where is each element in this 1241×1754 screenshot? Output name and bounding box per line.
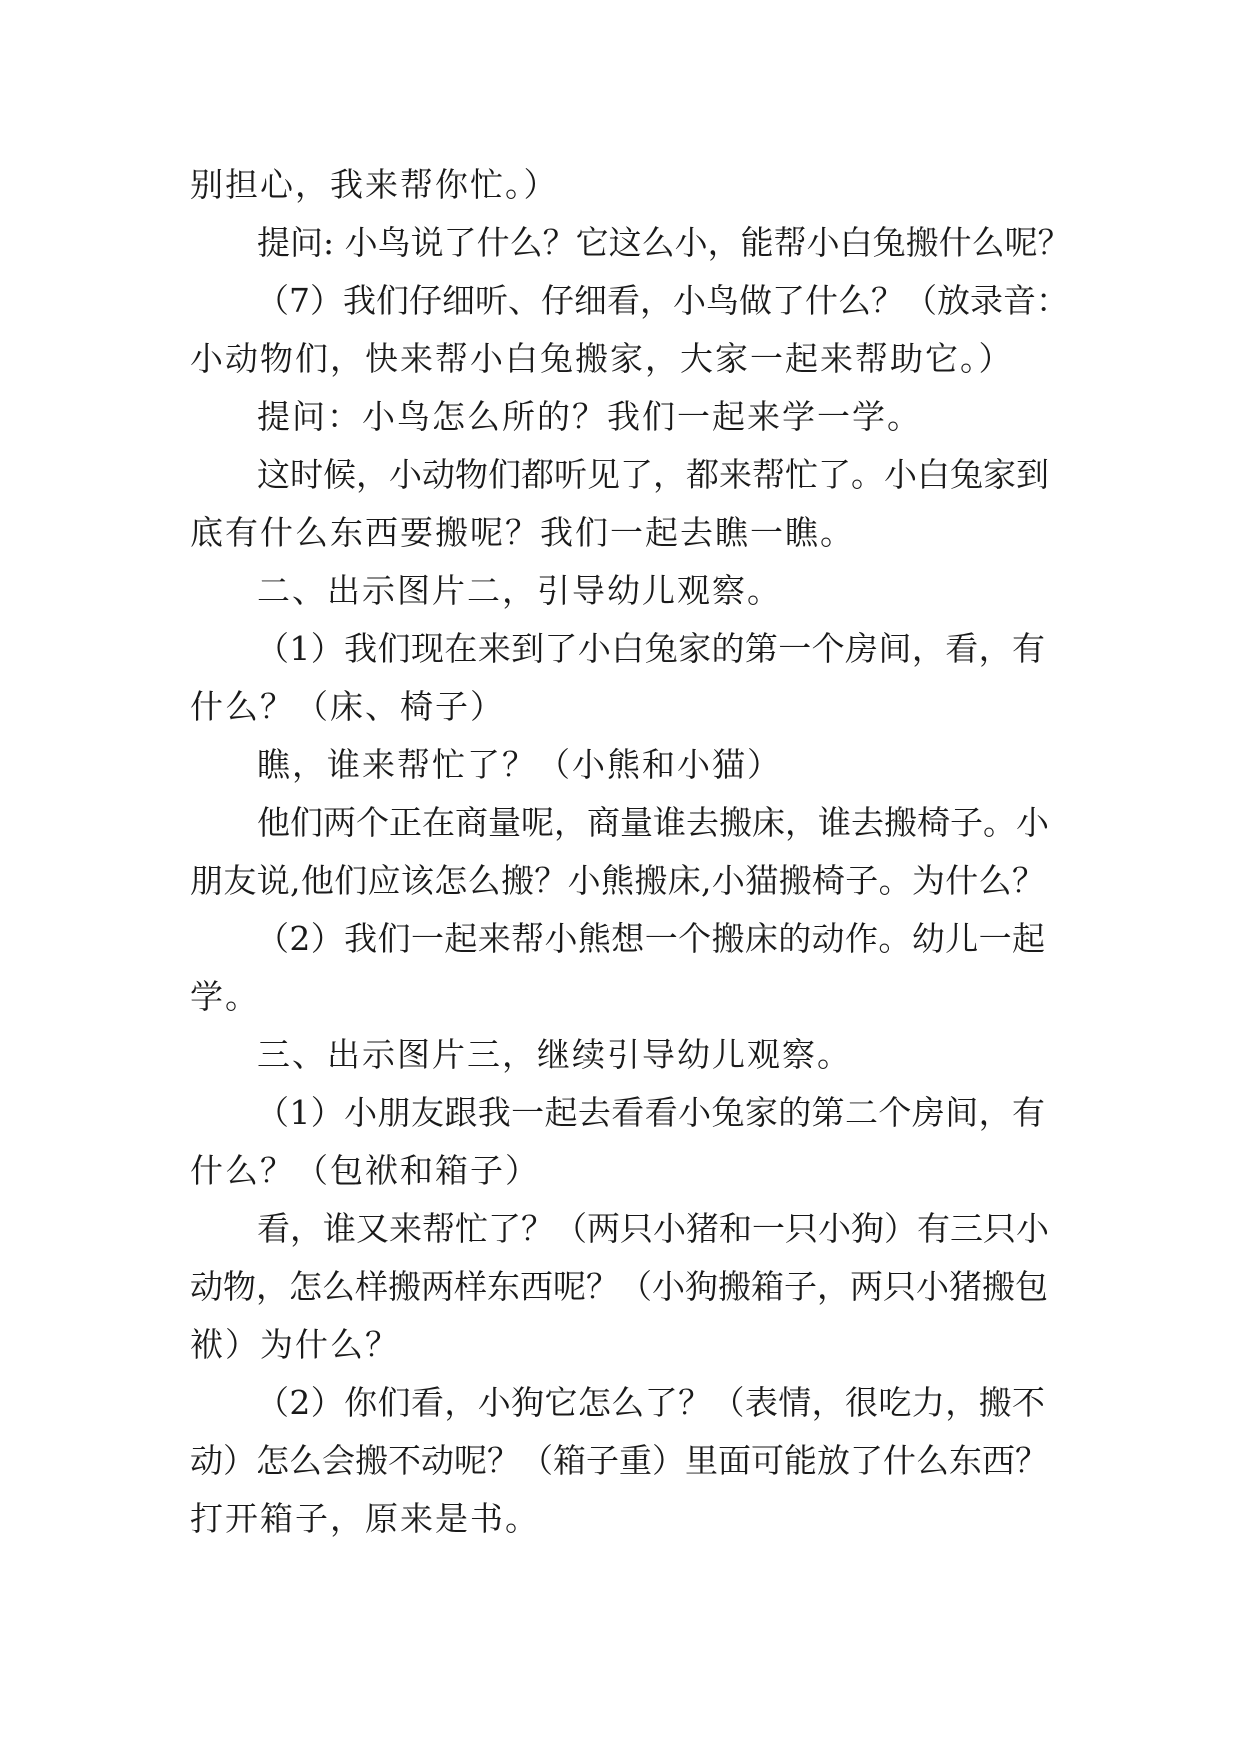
text-line: （7）我们仔细听、仔细看，小鸟做了什么？（放录音： bbox=[256, 281, 1069, 320]
text-line: （2）我们一起来帮小熊想一个搬床的动作。幼儿一起 bbox=[256, 919, 1045, 958]
text-line: 这时候，小动物们都听见了，都来帮忙了。小白兔家到 bbox=[257, 455, 1049, 494]
text-line: 三、出示图片三，继续引导幼儿观察。 bbox=[257, 1035, 852, 1074]
text-line: （1）我们现在来到了小白兔家的第一个房间，看，有 bbox=[256, 629, 1045, 668]
text-line: 什么？（包袱和箱子） bbox=[190, 1151, 540, 1190]
text-line: 别担心，我来帮你忙。） bbox=[190, 165, 559, 204]
text-line: 瞧，谁来帮忙了？（小熊和小猫） bbox=[257, 745, 782, 784]
text-line: 底有什么东西要搬呢？我们一起去瞧一瞧。 bbox=[190, 513, 855, 552]
text-line: 动）怎么会搬不动呢？（箱子重）里面可能放了什么东西？ bbox=[190, 1441, 1048, 1480]
text-line: 袱）为什么？ bbox=[190, 1325, 400, 1364]
text-line: 看，谁又来帮忙了？（两只小猪和一只小狗）有三只小 bbox=[257, 1209, 1049, 1248]
text-line: 他们两个正在商量呢，商量谁去搬床，谁去搬椅子。小 bbox=[257, 803, 1049, 842]
text-line: 什么？（床、椅子） bbox=[190, 687, 505, 726]
text-line: （2）你们看，小狗它怎么了？（表情，很吃力，搬不 bbox=[256, 1383, 1045, 1422]
text-line: 学。 bbox=[190, 977, 260, 1016]
text-line: 小动物们，快来帮小白兔搬家，大家一起来帮助它。） bbox=[190, 339, 1014, 378]
text-line: （1）小朋友跟我一起去看看小兔家的第二个房间，有 bbox=[256, 1093, 1045, 1132]
text-line: 提问：小鸟怎么所的？我们一起来学一学。 bbox=[257, 397, 922, 436]
text-line: 打开箱子，原来是书。 bbox=[190, 1499, 540, 1538]
text-line: 动物，怎么样搬两样东西呢？（小狗搬箱子，两只小猪搬包 bbox=[190, 1267, 1048, 1306]
text-line: 二、出示图片二，引导幼儿观察。 bbox=[257, 571, 782, 610]
text-line: 提问: 小鸟说了什么？它这么小，能帮小白兔搬什么呢？ bbox=[257, 223, 1071, 262]
text-line: 朋友说,他们应该怎么搬？小熊搬床,小猫搬椅子。为什么？ bbox=[190, 861, 1045, 900]
